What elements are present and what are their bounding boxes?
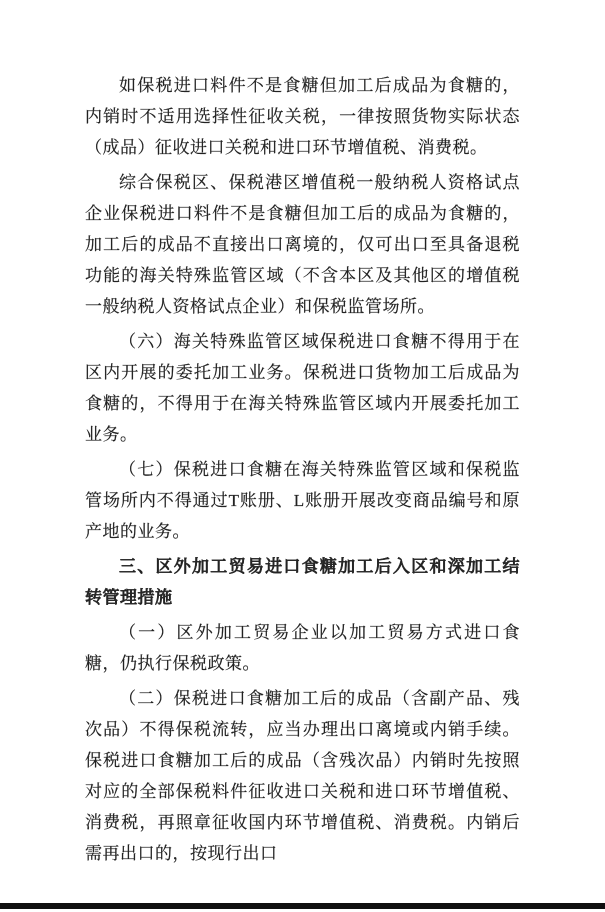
paragraph-item-one: （一）区外加工贸易企业以加工贸易方式进口食糖，仍执行保税政策。 [85,623,520,673]
paragraph-item-seven: （七）保税进口食糖在海关特殊监管区域和保税监管场所内不得通过T账册、L账册开展改变商品编号和原产地的业务。 [85,460,520,541]
paragraph-comprehensive-bonded-zone: 综合保税区、保税港区增值税一般纳税人资格试点企业保税进口料件不是食糖但加工后的成品为食糖的，加工后的成品不直接出口离境的，仅可出口至具备退税功能的海关特殊监管区域（不含本区及其他区的增值税一般纳税人资格试点企业）和保税监管场所。 [85,173,520,316]
paragraph-item-six: （六）海关特殊监管区域保税进口食糖不得用于在区内开展的委托加工业务。保税进口货物加工后成品为食糖的，不得用于在海关特殊监管区域内开展委托加工业务。 [85,332,520,444]
paragraph-item-two: （二）保税进口食糖加工后的成品（含副产品、残次品）不得保税流转，应当办理出口离境或内销手续。保税进口食糖加工后的成品（含残次品）内销时先按照对应的全部保税料件征收进口关税和进口环节增值税、消费税，再照章征收国内环节增值税、消费税。内销后需再出口的，按现行出口 [85,689,520,863]
section-heading-three: 三、区外加工贸易进口食糖加工后入区和深加工结转管理措施 [85,557,520,607]
paragraph-bonded-materials-tax: 如保税进口料件不是食糖但加工后成品为食糖的，内销时不适用选择性征收关税，一律按照货物实际状态（成品）征收进口关税和进口环节增值税、消费税。 [85,76,520,157]
document-text-block [85,70,520,873]
